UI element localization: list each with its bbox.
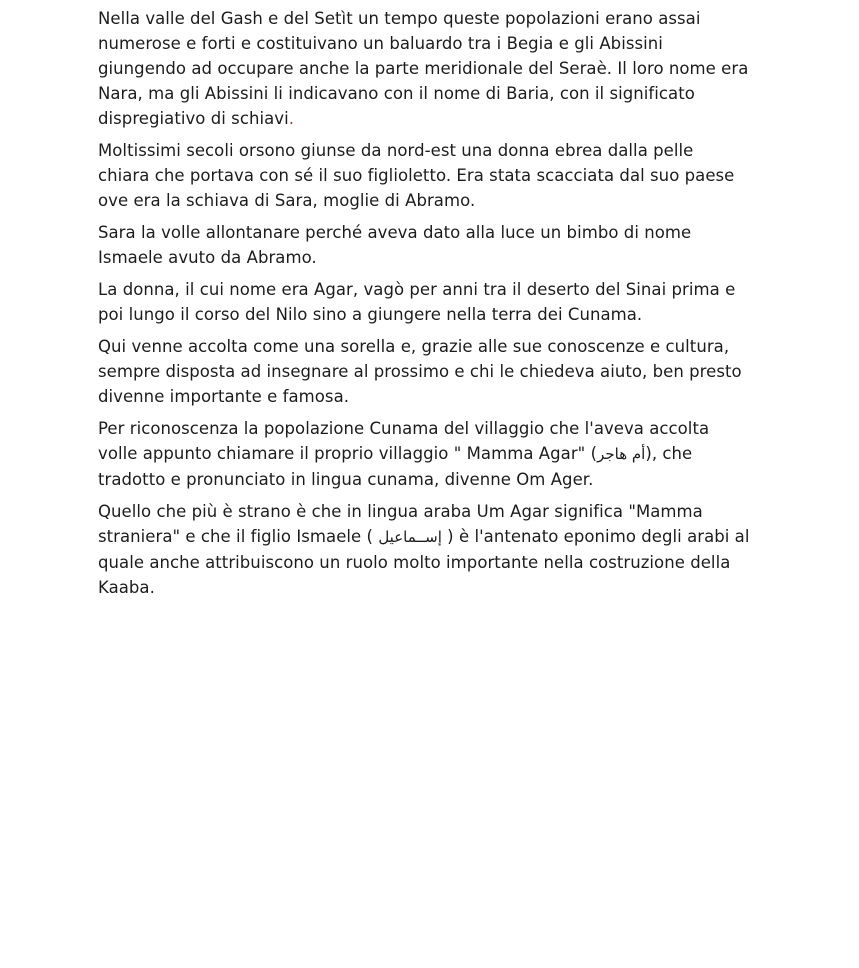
arabic-umm-hajar: أم هاجر [597,445,646,463]
paragraph-end-mark: . [288,109,294,128]
paragraph-arabic-meaning [98,499,750,600]
meaning-text-after: ) è l'antenato eponimo degli arabi al quale anche attribuiscono un ruolo molto importante nella costruzione della Kaaba. [98,527,750,597]
paragraph-nara-text: Nella valle del Gash e del Setìt un tempo queste popolazioni erano assai numerose e forti e costituivano un baluardo tra i Begia e gli Abissini giungendo ad occupare anche la parte meridionale del Seraè. Il loro nome era Nara, ma gli Abissini li indicavano con il nome di Baria, con il significato dispregiativo di schiavi [98,9,749,128]
paragraph-agar-journey: La donna, il cui nome era Agar, vagò per anni tra il deserto del Sinai prima e poi lungo il corso del Nilo sino a giungere nella terra dei Cunama. [98,280,736,324]
paragraph-village-name [98,416,750,492]
village-text-after: ), che tradotto e pronunciato in lingua cunama, divenne Om Ager. [98,444,693,489]
paragraph-sara-ismaele: Sara la volle allontanare perché aveva dato alla luce un bimbo di nome Ismaele avuto da Abramo. [98,223,692,267]
article-body [98,6,750,607]
paragraph-hebrew-woman: Moltissimi secoli orsono giunse da nord-est una donna ebrea dalla pelle chiara che portava con sé il suo figlioletto. Era stata scacciata dal suo paese ove era la schiava di Sara, moglie di Abramo. [98,141,735,210]
arabic-ismail: إســماعيل [378,528,442,546]
paragraph-agar-welcomed: Qui venne accolta come una sorella e, grazie alle sue conoscenze e cultura, sempre disposta ad insegnare al prossimo e chi le chiedeva aiuto, ben presto divenne importante e famosa. [98,337,742,406]
village-text-before: Per riconoscenza la popolazione Cunama del villaggio che l'aveva accolta volle appunto chiamare il proprio villaggio " Mamma Agar" ( [98,419,710,463]
meaning-text-before: Quello che più è strano è che in lingua araba Um Agar significa "Mamma straniera" e che il figlio Ismaele ( [98,502,703,546]
paragraph-nara-people [98,6,750,131]
